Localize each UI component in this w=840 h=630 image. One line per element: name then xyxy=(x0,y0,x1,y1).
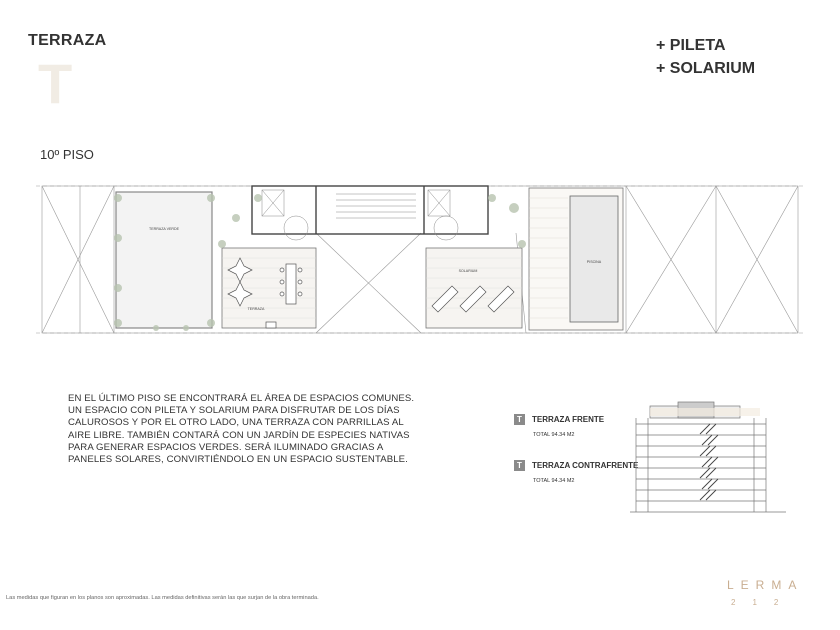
amenity-solarium: + SOLARIUM xyxy=(656,60,756,77)
brand-logo-number: 212 xyxy=(731,598,796,607)
building-elevation-diagram xyxy=(630,400,790,520)
label-terraza: TERRAZA xyxy=(247,307,265,311)
section-title: TERRAZA xyxy=(28,32,107,49)
section-letter-watermark: T xyxy=(38,52,73,115)
label-terraza-verde: TERRAZA VERDE xyxy=(149,227,179,231)
description-text: EN EL ÚLTIMO PISO SE ENCONTRARÁ EL ÁREA DE ESPACIOS COMUNES. UN ESPACIO CON PILETA Y SOLARIUM PARA DISFRUTAR DE LOS DÍAS CALUROSOS Y POR EL OTRO LADO, UNA TERRAZA CON PARRILLAS AL AIRE LIBRE. TAMBIÉN CONTARÁ CON UN JARDÍN DE ESPECIES NATIVAS PARA GENERAR ESPACIOS VERDES. SERÁ ILUMINADO GRACIAS A PANELES SOLARES, CONVIRTIÉNDOLO EN UN ESPACIO SUSTENTABLE. xyxy=(68,393,415,466)
terrace-icon: T xyxy=(514,414,525,425)
label-piscina: PISCINA xyxy=(586,260,602,264)
amenities-list xyxy=(656,34,755,80)
legend-label: TERRAZA FRENTE xyxy=(532,415,605,424)
legend-total: TOTAL 94.34 M2 xyxy=(533,478,575,484)
amenity-pileta: + PILETA xyxy=(656,37,726,54)
floor-plan xyxy=(36,178,806,348)
legend-total: TOTAL 94.34 M2 xyxy=(533,432,575,438)
footer-disclaimer: Las medidas que figuran en los planos son aproximadas. Las medidas definitivas serán las que surjan de la obra terminada. xyxy=(6,595,319,601)
floor-label: 10º PISO xyxy=(40,147,94,162)
legend-label: TERRAZA CONTRAFRENTE xyxy=(532,461,639,470)
brand-logo-name: LERMA xyxy=(727,578,804,592)
label-solarium: SOLARIUM xyxy=(458,269,478,273)
terrace-icon: T xyxy=(514,460,525,471)
